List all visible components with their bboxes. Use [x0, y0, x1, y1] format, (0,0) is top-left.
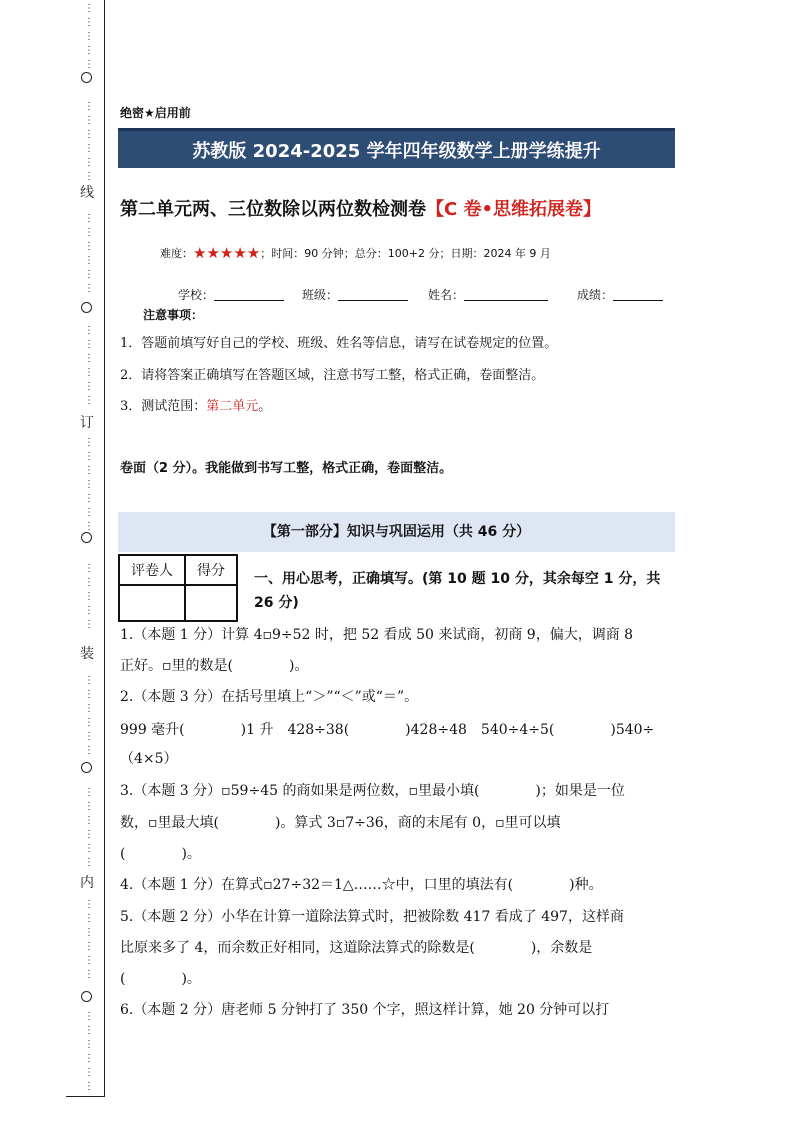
binding-dot: ⋮ [84, 353, 94, 364]
notice-heading: 注意事项： [143, 308, 204, 322]
binding-dot: ⋮ [84, 269, 94, 280]
binding-dot: ⋮ [84, 227, 94, 238]
binding-dot: ⋮ [84, 605, 94, 616]
score-header: 得分 [185, 555, 237, 585]
exam-meta-info: ；时间：90 分钟；总分：100+2 分；日期：2024 年 9 月 [260, 247, 551, 260]
exam-title-tag: 【C 卷•思维拓展卷】 [426, 199, 601, 220]
school-label: 学校： [178, 288, 215, 302]
binding-dot: ⋮ [84, 829, 94, 840]
binding-dot: ⋮ [84, 563, 94, 574]
grading-table [118, 554, 238, 622]
score-blank[interactable] [613, 300, 663, 301]
binding-dot: ⋮ [84, 437, 94, 448]
binding-dot: ⋮ [84, 171, 94, 182]
difficulty-label: 难度： [160, 247, 193, 260]
binding-dot: ⋮ [84, 325, 94, 336]
question-4-line-1: 4.（本题 1 分）在算式▫27÷32＝1△……☆中，口里的填法有( )种。 [120, 877, 603, 893]
name-label: 姓名： [428, 288, 465, 302]
binding-dot: ⋮ [84, 59, 94, 70]
binding-dot: ⋮ [84, 521, 94, 532]
binding-dot: ⋮ [84, 395, 94, 406]
binding-dot: ⋮ [84, 255, 94, 266]
binding-dot: ⋮ [84, 31, 94, 42]
school-blank[interactable] [214, 300, 284, 301]
question-2-line-1: 2.（本题 3 分）在括号里填上“＞”“＜”或“＝”。 [120, 689, 419, 705]
binding-dot: ⋮ [84, 1025, 94, 1036]
binding-dot: ⋮ [84, 787, 94, 798]
binding-dot: ⋮ [84, 941, 94, 952]
binding-dot: ⋮ [84, 17, 94, 28]
question-5-line-1: 5.（本题 2 分）小华在计算一道除法算式时，把被除数 417 看成了 497，这样商 [120, 909, 624, 925]
binding-ring-icon [81, 72, 92, 83]
part-one-heading: 一、用心思考，正确填写。(第 10 题 10 分，其余每空 1 分，共 26 分) [254, 571, 661, 611]
binding-dot: ⋮ [84, 339, 94, 350]
binding-dot: ⋮ [84, 969, 94, 980]
binding-dot: ⋮ [84, 283, 94, 294]
binding-dot: ⋮ [84, 115, 94, 126]
binding-dot: ⋮ [84, 493, 94, 504]
question-5-line-3: ( )。 [120, 971, 201, 987]
question-3-line-3: ( )。 [120, 846, 201, 862]
binding-dot: ⋮ [84, 1011, 94, 1022]
binding-dot: ⋮ [84, 843, 94, 854]
binding-dot: ⋮ [84, 731, 94, 742]
binding-char-nei: 内 [80, 875, 94, 891]
binding-dot: ⋮ [84, 591, 94, 602]
series-banner: 苏教版 2024-2025 学年四年级数学上册学练提升 [118, 128, 675, 168]
binding-dot: ⋮ [84, 45, 94, 56]
binding-dot: ⋮ [84, 143, 94, 154]
score-label: 成绩： [577, 288, 614, 302]
binding-dot: ⋮ [84, 857, 94, 868]
binding-dot: ⋮ [84, 3, 94, 14]
notice-item-1: 1．答题前填写好自己的学校、班级、姓名等信息，请写在试卷规定的位置。 [120, 336, 558, 351]
class-blank[interactable] [338, 300, 408, 301]
exam-title-main: 第二单元两、三位数除以两位数检测卷 [120, 199, 426, 220]
question-2-line-2: 999 毫升( )1 升 428÷38( )428÷48 540÷4÷5( )540÷ [120, 722, 655, 738]
grader-cell[interactable] [119, 585, 185, 621]
question-6-line-1: 6.（本题 2 分）唐老师 5 分钟打了 350 个字，照这样计算，她 20 分钟可以打 [120, 1002, 610, 1018]
binding-dot: ⋮ [84, 465, 94, 476]
binding-dot: ⋮ [84, 913, 94, 924]
binding-dot: ⋮ [84, 1081, 94, 1092]
notice-item-2: 2．请将答案正确填写在答题区域，注意书写工整，格式正确，卷面整洁。 [120, 368, 545, 383]
binding-ring-icon [81, 532, 92, 543]
name-field[interactable] [428, 286, 548, 303]
binding-dot: ⋮ [84, 717, 94, 728]
binding-char-zhuang: 装 [80, 646, 94, 662]
section-title: 【第一部分】知识与巩固运用（共 46 分） [118, 512, 675, 552]
score-field[interactable] [577, 286, 663, 303]
grader-header: 评卷人 [119, 555, 185, 585]
binding-dot: ⋮ [84, 689, 94, 700]
binding-dot: ⋮ [84, 1039, 94, 1050]
question-1-line-2: 正好。▫里的数是( )。 [120, 658, 309, 674]
question-1-line-1: 1.（本题 1 分）计算 4▫9÷52 时，把 52 看成 50 来试商，初商 9，偏大，调商 8 [120, 627, 634, 643]
binding-char-ding: 订 [80, 415, 94, 431]
question-3-line-2: 数，▫里最大填( )。算式 3▫7÷36，商的末尾有 0，▫里可以填 [120, 815, 561, 831]
binding-dot: ⋮ [84, 675, 94, 686]
binding-dot: ⋮ [84, 955, 94, 966]
difficulty-stars-icon: ★★★★★ [193, 244, 261, 262]
binding-dot: ⋮ [84, 129, 94, 140]
binding-ring-icon [81, 762, 92, 773]
school-field[interactable] [178, 286, 284, 303]
notice-item-3 [120, 395, 271, 414]
binding-dot: ⋮ [84, 619, 94, 630]
class-label: 班级： [302, 288, 339, 302]
binding-dotted-line [84, 0, 92, 1096]
binding-dot: ⋮ [84, 1067, 94, 1078]
name-blank[interactable] [464, 300, 548, 301]
binding-dot: ⋮ [84, 745, 94, 756]
notice-item-3-prefix: 3．测试范围： [120, 399, 207, 414]
binding-dot: ⋮ [84, 451, 94, 462]
notice-item-3-suffix: 。 [258, 399, 272, 414]
score-cell[interactable] [185, 585, 237, 621]
binding-dot: ⋮ [84, 577, 94, 588]
question-2-line-3: （4×5） [120, 751, 178, 767]
question-3-line-1: 3.（本题 3 分）▫59÷45 的商如果是两位数，▫里最小填( )；如果是一位 [120, 783, 625, 799]
notice-item-3-scope: 第二单元 [206, 399, 259, 414]
exam-title [120, 195, 601, 221]
class-field[interactable] [302, 286, 408, 303]
neatness-statement: 卷面（2 分）。我能做到书写工整，格式正确，卷面整洁。 [120, 461, 453, 476]
binding-dot: ⋮ [84, 815, 94, 826]
binding-dot: ⋮ [84, 801, 94, 812]
binding-dot: ⋮ [84, 101, 94, 112]
binding-dot: ⋮ [84, 703, 94, 714]
binding-ring-icon [81, 302, 92, 313]
binding-dot: ⋮ [84, 899, 94, 910]
exam-meta [160, 244, 551, 262]
binding-dot: ⋮ [84, 927, 94, 938]
question-5-line-2: 比原来多了 4，而余数正好相同，这道除法算式的除数是( )，余数是 [120, 940, 593, 956]
binding-dot: ⋮ [84, 241, 94, 252]
binding-ring-icon [81, 991, 92, 1002]
binding-dot: ⋮ [84, 367, 94, 378]
binding-dot: ⋮ [84, 381, 94, 392]
binding-dot: ⋮ [84, 157, 94, 168]
binding-dot: ⋮ [84, 479, 94, 490]
binding-dot: ⋮ [84, 507, 94, 518]
binding-dot: ⋮ [84, 1053, 94, 1064]
top-secret-label: 绝密★启用前 [120, 106, 191, 120]
binding-char-xian: 线 [80, 185, 94, 201]
binding-dot: ⋮ [84, 213, 94, 224]
